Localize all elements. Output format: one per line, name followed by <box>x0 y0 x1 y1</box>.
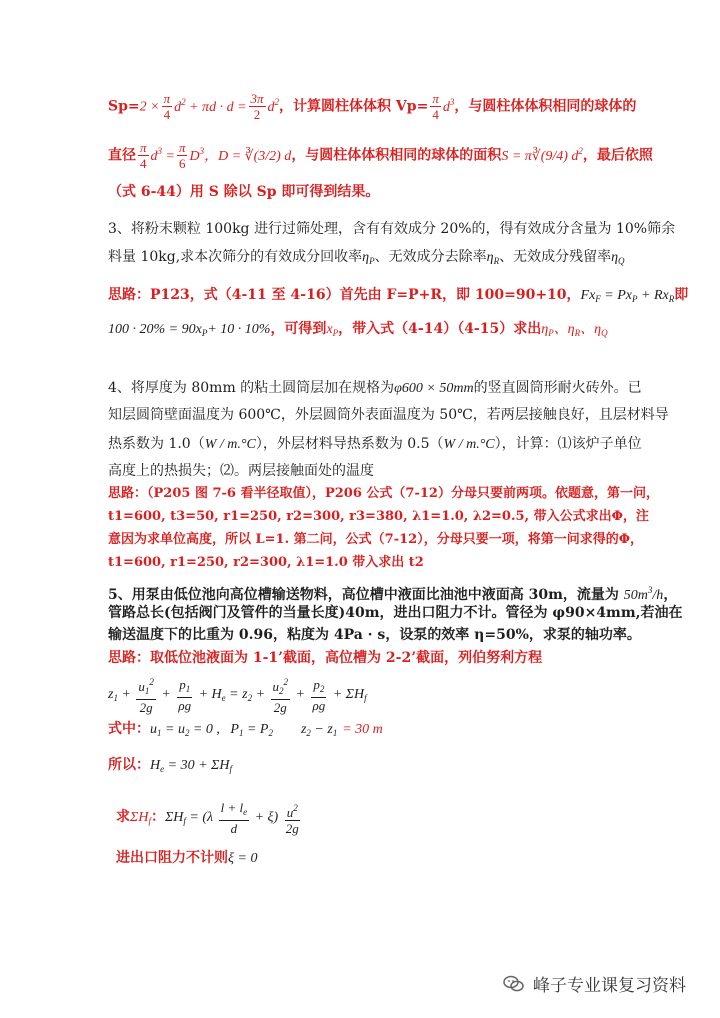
q3-hint-line2: $100 \cdot 20\% = 90x_P+ 10 \cdot 10\%$，可得到$x_P$，带入式（4-14）（4-15）求出$\eta_P$、$\eta_R$、$\eta_Q$ <box>108 321 608 338</box>
formula-sp-line: Sp=2 × $\frac{\pi}{4}$ $d^2 + \pi d \cdot d$ = $\frac{3\pi}{2}$ $d^2$，计算圆柱体体积 Vp= $\frac{\pi}{4}$ $d^3$，与圆柱体体积相同的球体的 <box>108 91 637 122</box>
wechat-icon <box>503 975 525 993</box>
find-hf-line: 求$\Sigma H_f$：$\Sigma H_f = (\lambda$ $\frac{l + l_e}{d}$ + ξ) $\frac{u^2}{2g}$ <box>116 800 299 836</box>
q5-line1: 5、用泵由低位池向高位槽输送物料，高位槽中液面比油池中液面高 30m，流量为 $50m^3/h$， <box>108 585 678 603</box>
q3-line2: 料量 10kg,求本次筛分的有效成分回收率$\eta_P$、无效成分去除率$\eta_R$、无效成分残留率$\eta_Q$ <box>108 249 625 266</box>
q4-line3: 热系数为 1.0（W / m.°C），外层材料导热系数为 0.5（W / m.°C），计算：⑴该炉子单位 <box>108 436 642 452</box>
conditions-line: 式中：$u_1 = u_2 = 0$ , $P_1 = P_2$ $z_2 - z_1 = 30$ m <box>108 721 383 738</box>
q5-line2: 管路总长(包括阀门及管件的当量长度)40m，进出口阻力不计。管径为 φ90×4mm,若油在 <box>108 605 683 621</box>
watermark-text: 峰子专业课复习资料 <box>533 976 686 996</box>
formula-diameter-line: 直径 $\frac{\pi}{4}$ $d^3$ = $\frac{\pi}{6}$ $D^3$，D = ∛(3/2) d，与圆柱体体积相同的球体的面积S = π∛(9/4) $d^2$，最后依照 <box>108 140 653 171</box>
q3-line1: 3、将粉末颗粒 100kg 进行过筛处理，含有有效成分 20%的，得有效成分含量为 10%筛余 <box>108 221 676 237</box>
q4-hint-line3: 意因为求单位高度，所以 L=1. 第二问，公式（7-12），分母只要一项，将第一问求得的Φ， <box>108 532 644 547</box>
block1-conclusion: （式 6-44）用 S 除以 Sp 即可得到结果。 <box>108 184 380 200</box>
q4-line1: 4、将厚度为 80mm 的粘土圆筒层加在规格为φ600 × 50mm的竖直圆筒形耐火砖外。已 <box>108 380 642 396</box>
q4-line4: 高度上的热损失；⑵。两层接触面处的温度 <box>108 463 374 479</box>
so-line: 所以：$H_e = 30 + \Sigma H_f$ <box>108 757 232 774</box>
q5-hint-line1: 思路：取低位池液面为 1-1’截面，高位槽为 2-2’截面，列伯努利方程 <box>108 650 543 666</box>
bernoulli-equation: $z_1$ + $\frac{u_1^2}{2g}$ + $\frac{p_1}{\rho g}$ + $H_e = z_2$ + $\frac{u_2^2}{2g}$ + $\frac{p_2}{\rho g}$ + $\Sigma H_f$ <box>108 677 367 715</box>
q4-hint-line4: t1=600, r1=250, r2=300, λ1=1.0 带入求出 t2 <box>108 555 424 570</box>
q4-hint-line2: t1=600, t3=50, r1=250, r2=300, r3=380, λ1=1.0, λ2=0.5, 带入公式求出Φ，注 <box>108 509 649 524</box>
watermark <box>503 971 686 996</box>
q5-line3: 输送温度下的比重为 0.96，粘度为 4Pa · s，设泵的效率 η=50%，求泵的轴功率。 <box>108 627 641 643</box>
q4-line2: 知层圆筒壁面温度为 600℃，外层圆筒外表面温度为 50℃，若两层接触良好，且层材料导 <box>108 407 669 423</box>
q3-hint-line1: 思路：P123，式（4-11 至 4-16）首先由 F=P+R，即 100=90+10，$Fx_F = Px_P + Rx_R$即 <box>108 287 689 304</box>
q4-hint-line1: 思路：（P205 图 7-6 看半径取值），P206 公式（7-12）分母只要前两项。依题意，第一问， <box>108 486 659 501</box>
ignore-resistance-line: 进出口阻力不计则ξ = 0 <box>116 850 258 866</box>
